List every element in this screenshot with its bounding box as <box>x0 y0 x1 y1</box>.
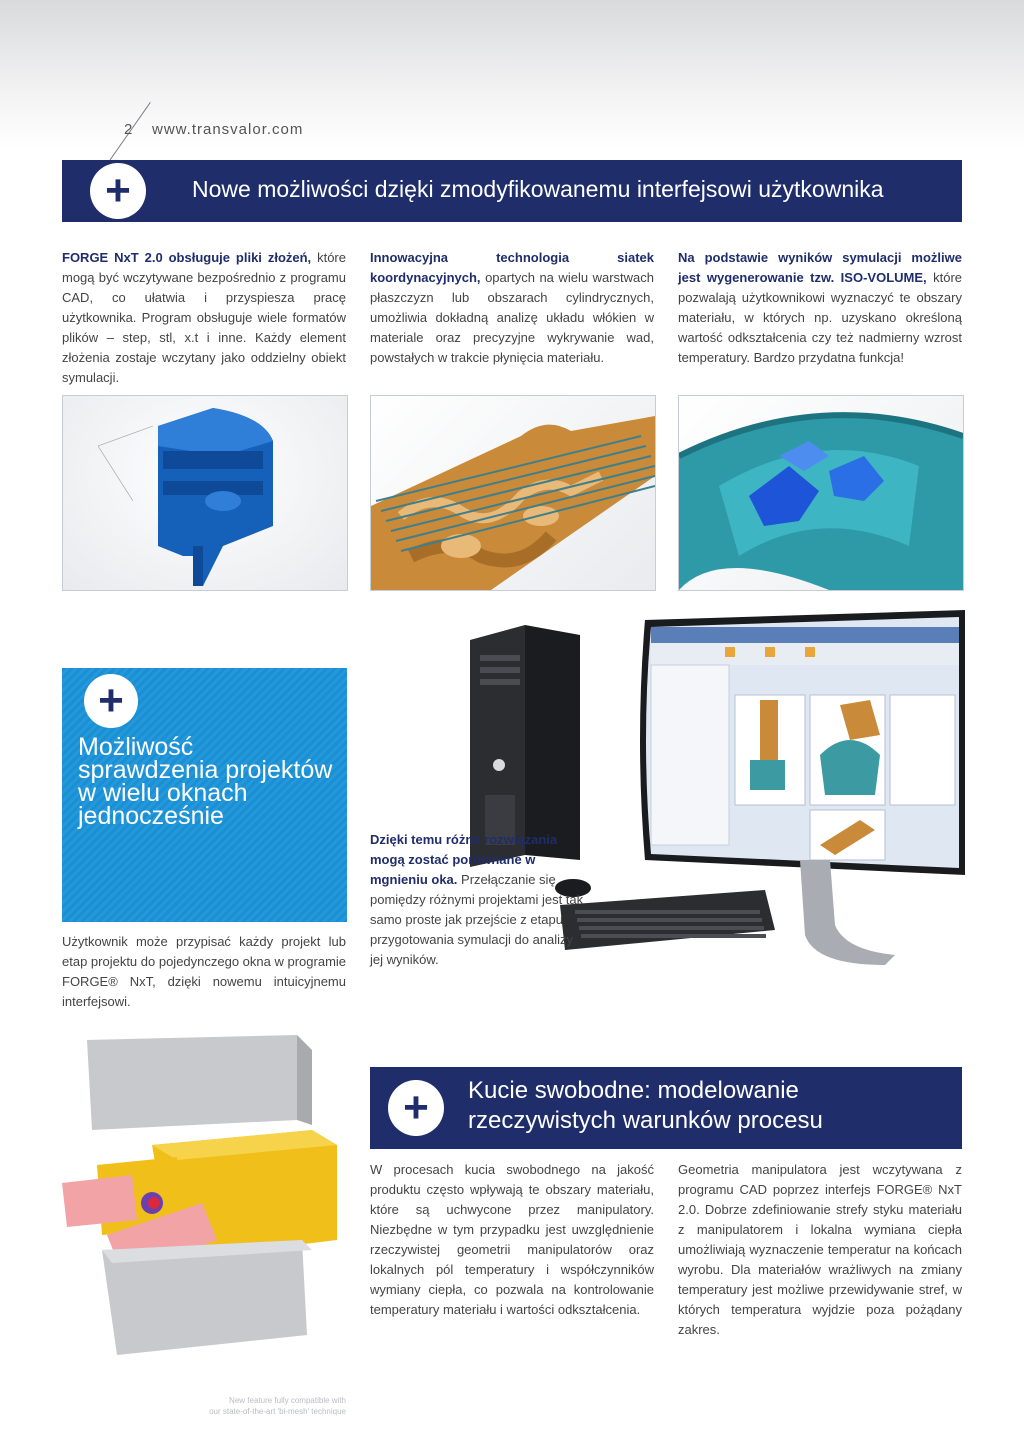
section2-text: Użytkownik może przypisać każdy projekt lub etap projektu do pojedynczego okna w programie FORGE® NxT, dzięki nowemu intuicyjnemu interfejsowi. <box>62 934 347 1009</box>
section2-callout <box>370 830 585 970</box>
open-die-forging-illustration <box>62 1035 352 1365</box>
section1-banner <box>62 160 962 222</box>
plus-icon: + <box>84 674 138 728</box>
forging-caption-line2: our state-of-the-art 'bi-mesh' technique <box>209 1407 346 1416</box>
iso-volume-illustration <box>679 396 963 590</box>
section2-title: Możliwość sprawdzenia projektów w wielu oknach jednocześnie <box>78 733 333 830</box>
section1-col1 <box>62 248 346 388</box>
forging-caption-line1: New feature fully compatible with <box>229 1396 346 1405</box>
section3-col1: W procesach kucia swobodnego na jakość produktu często wpływają te obszary materiału, które są uchwycone przez manipulatory. Niezbędne w tym przypadku jest uwzględnienie rzeczywistej geometrii manipulatorów oraz lokalnych pól temperatury i współczynników wymiany ciepła, co pozwala na kontrolowanie temperatury materiału i wartości odkształcenia. <box>370 1162 654 1317</box>
plus-icon: + <box>90 163 146 219</box>
section1-col3 <box>678 248 962 368</box>
section1-col3-text: które pozwalają użytkownikowi wyznaczyć te obszary materiału, w których np. uzyskano określoną wartość odkształcenia czy też nadmierny wzrost temperatury. Bardzo przydatna funkcja! <box>678 270 963 365</box>
section1-col3-lead: Na podstawie wyników symulacji możliwe jest wygenerowanie tzw. ISO-VOLUME, <box>678 250 962 285</box>
section3-title-line2: rzeczywistych warunków procesu <box>468 1107 823 1134</box>
forging-caption <box>120 1395 346 1417</box>
fiber-mesh-image <box>370 395 656 591</box>
cad-assembly-image <box>62 395 348 591</box>
section2-callout-text: Przełączanie się pomiędzy różnymi projektami jest tak samo proste jak przejście z etapu przygotowania symulacji do analizy jej wyników. <box>370 872 584 967</box>
section1-col2-text: opartych na wielu warstwach płaszczyzn lub obszarach cylindrycznych, umożliwia dokładną analizę układu włókien w materiale oraz precyzyjne wykrywanie wad, powstałych w trakcie płynięcia materiału. <box>370 270 654 365</box>
cad-assembly-illustration <box>63 396 347 590</box>
section1-title: Nowe możliwości dzięki zmodyfikowanemu interfejsowi użytkownika <box>192 176 884 202</box>
plus-icon: + <box>388 1080 444 1136</box>
section3-banner <box>370 1067 962 1149</box>
section1-col1-lead: FORGE NxT 2.0 obsługuje pliki złożeń, <box>62 250 312 265</box>
fiber-mesh-illustration <box>371 396 655 590</box>
section3-col2: Geometria manipulatora jest wczytywana z programu CAD poprzez interfejs FORGE® NxT 2.0. Dobrze zdefiniowanie strefy styku materiału z manipulatorem i lokalna wymiana ciepła umożliwiają wyznaczenie temperatur na końcach wyrobu. Dla materiałów wrażliwych na zmiany temperatury jest możliwe przewidywanie stref, w których temperatura wyjdzie poza pożądany zakres. <box>678 1162 962 1337</box>
section2-callout-lead: Dzięki temu różne rozwiązania mogą zostać porównane w mgnieniu oka. <box>370 832 558 887</box>
website-link[interactable]: www.transvalor.com <box>152 121 304 138</box>
section2-blue-panel <box>62 668 347 922</box>
iso-volume-image <box>678 395 964 591</box>
section1-col2 <box>370 248 654 368</box>
section1-col2-lead: Innowacyjna technologia siatek koordynacyjnych, <box>370 250 654 285</box>
section3-title-line1: Kucie swobodne: modelowanie <box>468 1077 799 1104</box>
page-number: 2 <box>124 121 134 138</box>
section1-col1-text: które mogą być wczytywane bezpośrednio z programu CAD, co ułatwia i przyspiesza pracę użytkownika. Program obsługuje wiele formatów plików – step, stl, x.t i inne. Każdy element złożenia zostaje wczytany jako oddzielny obiekt symulacji. <box>62 250 346 385</box>
